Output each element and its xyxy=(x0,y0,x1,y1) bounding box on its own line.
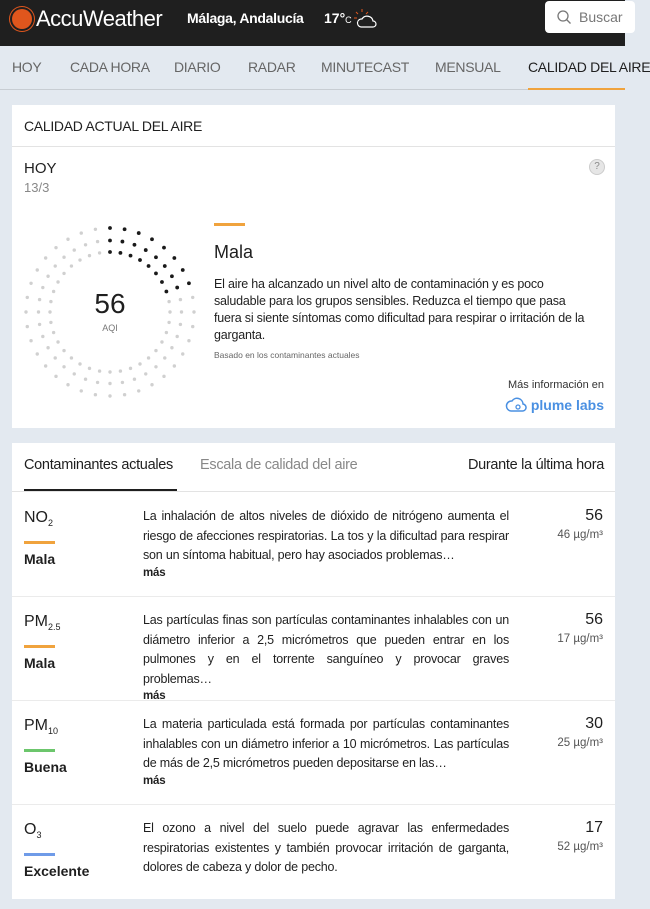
gauge-dot-empty xyxy=(48,310,51,313)
gauge-dot-empty xyxy=(163,356,166,359)
more-link[interactable]: más xyxy=(143,566,166,579)
gauge-dot-empty xyxy=(191,296,194,299)
gauge-dot-empty xyxy=(62,272,65,275)
pollutant-aqi: 56 xyxy=(585,611,603,628)
gauge-dot-filled xyxy=(147,264,151,268)
period-label: Durante la última hora xyxy=(467,457,604,473)
active-tab-underline xyxy=(24,489,177,491)
gauge-dot-empty xyxy=(29,339,32,342)
current-temperature: 17°C xyxy=(324,10,352,26)
search-icon xyxy=(557,10,571,24)
pollutant-row xyxy=(12,805,615,909)
search-placeholder: Buscar xyxy=(579,9,623,25)
gauge-dot-empty xyxy=(170,346,173,349)
gauge-dot-empty xyxy=(119,369,122,372)
gauge-dot-empty xyxy=(167,300,170,303)
tab-current-pollutants[interactable]: Contaminantes actuales xyxy=(24,457,173,473)
gauge-dot-empty xyxy=(54,356,57,359)
gauge-dot-empty xyxy=(38,323,41,326)
aqi-value: 56 xyxy=(94,288,126,319)
pollutant-quality: Mala xyxy=(24,551,56,567)
gauge-dot-empty xyxy=(78,258,81,261)
gauge-dot-empty xyxy=(66,238,69,241)
gauge-dot-filled xyxy=(160,280,164,284)
help-icon[interactable]: ? xyxy=(589,159,605,175)
location-name[interactable]: Málaga, Andalucía xyxy=(187,10,304,26)
pollutant-name: $PM_{10}$ xyxy=(24,717,59,737)
gauge-dot-empty xyxy=(165,331,168,334)
tab-hoy[interactable]: HOY xyxy=(12,59,42,75)
gauge-dot-filled xyxy=(175,286,179,290)
quality-description: El aire ha alcanzado un nivel alto de contaminación y es poco saludable para los grupos sensibles. Reduzca el tiempo que pasa fuera si siente síntomas como dificultad para respirar o irritación de la garganta. xyxy=(214,277,585,342)
gauge-dot-empty xyxy=(44,256,47,259)
gauge-dot-filled xyxy=(172,256,176,260)
gauge-dot-empty xyxy=(84,377,87,380)
based-on-note: Basado en los contaminantes actuales xyxy=(214,350,360,360)
sun-logo-icon xyxy=(12,9,32,29)
gauge-dot-empty xyxy=(66,383,69,386)
pollutant-quality-bar xyxy=(24,645,55,648)
gauge-dot-empty xyxy=(108,394,111,397)
gauge-dot-filled xyxy=(150,237,154,241)
gauge-dot-empty xyxy=(150,383,153,386)
pollutant-quality-bar xyxy=(24,853,55,856)
gauge-dot-empty xyxy=(88,367,91,370)
gauge-dot-filled xyxy=(164,290,168,294)
gauge-dot-empty xyxy=(154,365,157,368)
gauge-dot-empty xyxy=(94,228,97,231)
gauge-dot-empty xyxy=(46,346,49,349)
gauge-dot-empty xyxy=(52,331,55,334)
partner-name: plume labs xyxy=(530,397,604,413)
gauge-dot-empty xyxy=(80,231,83,234)
active-tab-indicator xyxy=(528,88,625,90)
gauge-dot-filled xyxy=(108,239,112,243)
gauge-dot-empty xyxy=(144,372,147,375)
gauge-dot-empty xyxy=(179,298,182,301)
gauge-dot-filled xyxy=(129,254,133,258)
top-bar xyxy=(0,0,625,46)
gauge-dot-empty xyxy=(44,364,47,367)
gauge-dot-empty xyxy=(70,264,73,267)
gauge-dot-empty xyxy=(56,340,59,343)
pollutant-row xyxy=(12,493,615,597)
pollutant-description: El ozono a nivel del suelo puede agravar las enfermedades respiratorias existentes y también provocar irritación de garganta, dolores de cabeza y dolor de pecho. xyxy=(143,821,509,874)
pollutant-concentration: 52 µg/m³ xyxy=(557,841,603,853)
gauge-dot-filled xyxy=(138,258,142,262)
gauge-dot-empty xyxy=(121,381,124,384)
pollutant-aqi: 30 xyxy=(585,715,603,732)
gauge-dot-empty xyxy=(26,325,29,328)
gauge-dot-empty xyxy=(73,372,76,375)
gauge-dot-empty xyxy=(168,310,171,313)
pollutant-tabs xyxy=(12,443,615,492)
search-input[interactable] xyxy=(545,1,635,33)
gauge-dot-empty xyxy=(108,370,111,373)
gauge-dot-filled xyxy=(108,226,112,230)
card-title: CALIDAD ACTUAL DEL AIRE xyxy=(12,105,615,147)
gauge-dot-empty xyxy=(26,296,29,299)
gauge-dot-empty xyxy=(147,356,150,359)
date-label: 13/3 xyxy=(24,180,50,195)
pollutant-concentration: 46 µg/m³ xyxy=(557,529,603,541)
nav-divider xyxy=(12,89,528,90)
aqi-label: AQI xyxy=(102,323,118,333)
tab-minutecast[interactable]: MINUTECAST xyxy=(321,59,410,75)
gauge-dot-empty xyxy=(38,298,41,301)
gauge-dot-filled xyxy=(154,255,158,259)
gauge-dot-empty xyxy=(36,268,39,271)
gauge-dot-filled xyxy=(154,272,158,276)
more-link[interactable]: más xyxy=(143,774,166,787)
gauge-dot-empty xyxy=(129,367,132,370)
tab-diario[interactable]: DIARIO xyxy=(174,59,221,75)
gauge-dot-empty xyxy=(123,393,126,396)
current-air-quality-card xyxy=(12,105,615,428)
gauge-dot-filled xyxy=(162,246,166,250)
gauge-dot-filled xyxy=(170,274,174,278)
gauge-dot-filled xyxy=(187,281,191,285)
tab-radar[interactable]: RADAR xyxy=(248,59,296,75)
more-info-label: Más información en xyxy=(508,379,604,391)
gauge-dot-empty xyxy=(180,310,183,313)
gauge-dot-filled xyxy=(123,227,127,231)
gauge-dot-empty xyxy=(187,339,190,342)
gauge-dot-empty xyxy=(84,243,87,246)
pollutant-row xyxy=(12,597,615,701)
gauge-dot-empty xyxy=(29,282,32,285)
gauge-dot-empty xyxy=(37,310,40,313)
brand-name: AccuWeather xyxy=(36,6,163,31)
partly-cloudy-icon xyxy=(353,8,379,30)
pollutant-description: La materia particulada está formada por partículas contaminantes inhalables con un diámetro inferior a 10 micrómetros. Las partículas de más de 2,5 micrómetros pueden depositarse en las… más xyxy=(143,717,509,787)
pollutant-quality-bar xyxy=(24,749,55,752)
gauge-dot-empty xyxy=(175,335,178,338)
gauge-dot-filled xyxy=(133,243,137,247)
gauge-dot-empty xyxy=(62,349,65,352)
more-link[interactable]: más xyxy=(143,690,166,702)
gauge-dot-empty xyxy=(154,349,157,352)
quality-color-bar xyxy=(214,223,245,226)
gauge-dot-filled xyxy=(119,251,123,255)
gauge-dot-empty xyxy=(133,377,136,380)
gauge-dot-empty xyxy=(73,248,76,251)
gauge-dot-filled xyxy=(108,250,112,254)
pollutant-row xyxy=(12,701,615,805)
pollutant-concentration: 17 µg/m³ xyxy=(557,633,603,645)
pollutant-description: La inhalación de altos niveles de dióxido de nitrógeno aumenta el riesgo de afecciones respiratorias. La tos y la dificultad para respirar son un síntoma habitual, pero hay asociados problemas… más xyxy=(143,509,509,579)
tab-air-quality-scale[interactable]: Escala de calidad del aire xyxy=(200,457,358,473)
gauge-dot-empty xyxy=(80,389,83,392)
pollutant-description: Las partículas finas son partículas contaminantes inhalables con un diámetro inferior a 2,5 micrómetros que pueden entrar en los pulmones y en el torrente sanguíneo y provocar graves problemas… más xyxy=(143,613,509,702)
gauge-dot-filled xyxy=(144,248,148,252)
gauge-dot-empty xyxy=(192,310,195,313)
gauge-dot-empty xyxy=(162,375,165,378)
gauge-dot-empty xyxy=(191,325,194,328)
pollutant-quality: Buena xyxy=(24,759,67,775)
gauge-dot-empty xyxy=(96,240,99,243)
gauge-dot-empty xyxy=(41,286,44,289)
gauge-dot-empty xyxy=(94,393,97,396)
gauge-dot-empty xyxy=(98,369,101,372)
main-nav xyxy=(0,46,650,90)
gauge-dot-empty xyxy=(179,323,182,326)
plume-labs-link[interactable] xyxy=(506,397,604,413)
pollutant-aqi: 56 xyxy=(585,507,603,524)
pollutant-aqi: 17 xyxy=(585,819,603,836)
gauge-dot-empty xyxy=(54,375,57,378)
gauge-dot-empty xyxy=(138,362,141,365)
gauge-dot-empty xyxy=(96,381,99,384)
gauge-dot-empty xyxy=(36,352,39,355)
gauge-dot-empty xyxy=(78,362,81,365)
gauge-dot-empty xyxy=(62,256,65,259)
gauge-dot-empty xyxy=(88,254,91,257)
gauge-dot-empty xyxy=(167,321,170,324)
pollutant-concentration: 25 µg/m³ xyxy=(557,737,603,749)
pollutant-quality-bar xyxy=(24,541,55,544)
gauge-dot-empty xyxy=(62,365,65,368)
gauge-dot-filled xyxy=(163,264,167,268)
gauge-dot-empty xyxy=(70,356,73,359)
gauge-dot-empty xyxy=(181,352,184,355)
gauge-dot-filled xyxy=(181,268,185,272)
quality-label: Mala xyxy=(214,242,254,262)
gauge-dot-empty xyxy=(49,321,52,324)
pollutant-name: $PM_{2.5}$ xyxy=(24,613,61,633)
pollutant-quality: Excelente xyxy=(24,863,90,879)
gauge-dot-empty xyxy=(54,264,57,267)
plume-labs-logo-icon xyxy=(506,397,526,413)
accuweather-logo[interactable] xyxy=(12,6,162,32)
gauge-dot-empty xyxy=(41,335,44,338)
pollutants-card xyxy=(12,443,615,899)
tab-cada-hora[interactable]: CADA HORA xyxy=(70,59,150,75)
gauge-dot-empty xyxy=(160,340,163,343)
gauge-dot-empty xyxy=(173,364,176,367)
gauge-dot-empty xyxy=(54,246,57,249)
gauge-dot-empty xyxy=(56,280,59,283)
gauge-dot-empty xyxy=(52,290,55,293)
tab-mensual[interactable]: MENSUAL xyxy=(435,59,501,75)
gauge-dot-filled xyxy=(137,231,141,235)
gauge-dot-empty xyxy=(24,310,27,313)
day-label: HOY xyxy=(24,160,57,177)
pollutant-name: $O_3$ xyxy=(24,821,42,841)
gauge-dot-empty xyxy=(98,251,101,254)
gauge-dot-filled xyxy=(121,240,125,244)
pollutant-quality: Mala xyxy=(24,655,56,671)
gauge-dot-empty xyxy=(108,382,111,385)
tab-calidad-del-aire[interactable]: CALIDAD DEL AIRE xyxy=(528,59,650,75)
gauge-dot-empty xyxy=(137,389,140,392)
pollutant-name: $NO_2$ xyxy=(24,509,54,529)
gauge-dot-empty xyxy=(46,275,49,278)
gauge-dot-empty xyxy=(49,300,52,303)
